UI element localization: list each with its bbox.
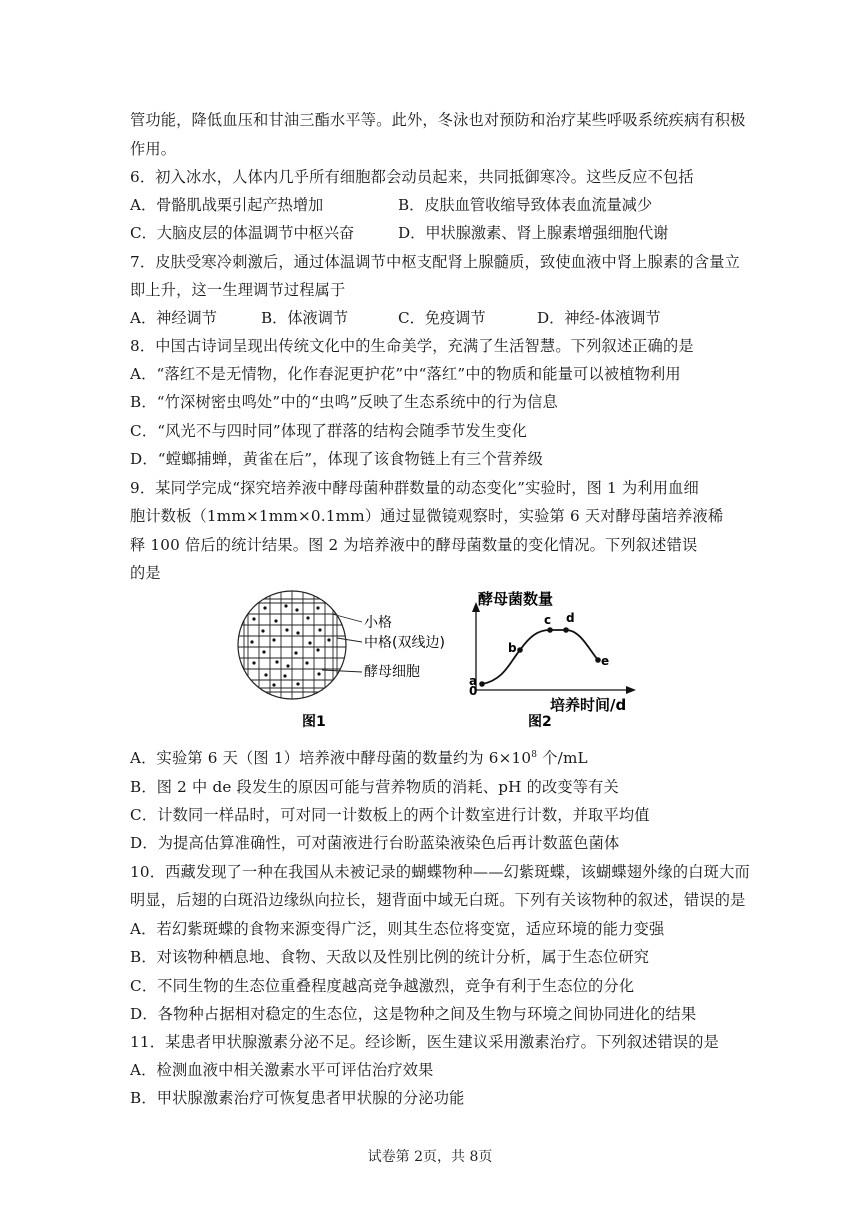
x-axis-label: 培养时间/d — [550, 696, 627, 714]
option-11b: B．甲状腺激素治疗可恢复患者甲状腺的分泌功能 — [130, 1089, 465, 1107]
question-11: 11．某患者甲状腺激素分泌不足。经诊断，医生建议采用激素治疗。下列叙述错误的是 — [130, 1033, 720, 1051]
leader-small-grid — [332, 614, 362, 622]
figure-yeast — [232, 590, 652, 740]
text-line: 管功能，降低血压和甘油三酯水平等。此外，冬泳也对预防和治疗某些呼吸系统疾病有积极 — [130, 111, 746, 129]
label-small-grid: 小格 — [364, 615, 392, 631]
point-b — [517, 647, 523, 653]
option-10d: D．各物种占据相对稳定的生态位，这是物种之间及生物与环境之间协同进化的结果 — [130, 1005, 697, 1023]
figure2-caption: 图2 — [528, 714, 552, 730]
option-9d: D．为提高估算准确性，可对菌液进行台盼蓝染液染色后再计数蓝色菌体 — [130, 834, 620, 852]
question-10-cont: 明显，后翅的白斑沿边缘纵向拉长，翅背面中域无白斑。下列有关该物种的叙述，错误的是 — [130, 891, 746, 909]
option-7c: C．免疫调节 — [398, 309, 486, 327]
question-7-cont: 即上升，这一生理调节过程属于 — [130, 281, 346, 299]
point-a — [479, 681, 485, 687]
text-line: 作用。 — [130, 140, 177, 158]
point-label-c: c — [544, 613, 552, 627]
figure2-growth-curve — [469, 590, 636, 730]
question-9-cont: 胞计数板（1mm×1mm×0.1mm）通过显微镜观察时，实验第 6 天对酵母菌培养液稀 — [130, 507, 724, 525]
point-d — [563, 627, 569, 633]
question-6: 6．初入冰水，人体内几乎所有细胞都会动员起来，共同抵御寒冷。这些反应不包括 — [130, 168, 694, 186]
question-8: 8．中国古诗词呈现出传统文化中的生命美学，充满了生活智慧。下列叙述正确的是 — [130, 337, 694, 355]
option-8d: D．“螳螂捕蝉，黄雀在后”，体现了该食物链上有三个营养级 — [130, 450, 543, 468]
option-8a: A．“落红不是无情物，化作春泥更护花”中“落红”中的物质和能量可以被植物利用 — [130, 365, 681, 383]
label-yeast-cell: 酵母细胞 — [364, 664, 420, 680]
option-9c: C．计数同一样品时，可对同一计数板上的两个计数室进行计数，并取平均值 — [130, 806, 650, 824]
question-9-cont: 释 100 倍后的统计结果。图 2 为培养液中的酵母菌数量的变化情况。下列叙述错误 — [130, 536, 698, 554]
leader-yeast-cell — [322, 670, 362, 672]
option-9a: A．实验第 6 天（图 1）培养液中酵母菌的数量约为 $6\times 10^8$ 个/mL — [130, 749, 588, 767]
option-7b: B．体液调节 — [261, 309, 349, 327]
option-7a: A．神经调节 — [130, 309, 217, 327]
x-axis-arrow — [626, 686, 636, 694]
point-label-d: d — [566, 611, 575, 625]
y-axis-label: 酵母菌数量 — [478, 590, 554, 608]
option-10c: C．不同生物的生态位重叠程度越高竞争越激烈，竞争有利于生态位的分化 — [130, 977, 635, 995]
leader-mid-grid — [337, 638, 362, 642]
point-label-a: a — [469, 674, 478, 688]
label-mid-grid: 中格(双线边) — [364, 635, 445, 651]
page-footer: 试卷第 2页，共 8页 — [367, 1149, 493, 1165]
point-e — [595, 657, 601, 663]
option-8b: B．“竹深树密虫鸣处”中的“虫鸣”反映了生态系统中的行为信息 — [130, 393, 558, 411]
origin-label: 0 — [469, 684, 478, 698]
option-6c: C．大脑皮层的体温调节中枢兴奋 — [130, 224, 355, 242]
option-6a: A．骨骼肌战栗引起产热增加 — [130, 196, 324, 214]
question-7: 7．皮肤受寒冷刺激后，通过体温调节中枢支配肾上腺髓质，致使血液中肾上腺素的含量立 — [130, 253, 740, 271]
option-7d: D．神经-体液调节 — [537, 309, 661, 327]
question-9: 9．某同学完成“探究培养液中酵母菌种群数量的动态变化”实验时，图 1 为利用血细 — [130, 479, 699, 497]
option-6d: D．甲状腺激素、肾上腺素增强细胞代谢 — [398, 224, 669, 242]
option-10a: A．若幻紫斑蝶的食物来源变得广泛，则其生态位将变宽，适应环境的能力变强 — [130, 920, 665, 938]
point-c — [547, 627, 553, 633]
point-label-e: e — [601, 654, 610, 668]
question-9-cont: 的是 — [130, 564, 161, 582]
option-9b: B．图 2 中 de 段发生的原因可能与营养物质的消耗、pH 的改变等有关 — [130, 778, 619, 796]
question-10: 10．西藏发现了一种在我国从未被记录的蝴蝶物种——幻紫斑蝶，该蝴蝶翅外缘的白斑大而 — [130, 863, 750, 881]
point-label-b: b — [508, 641, 517, 655]
option-11a: A．检测血液中相关激素水平可评估治疗效果 — [130, 1061, 434, 1079]
figure1-caption: 图1 — [302, 714, 326, 730]
option-8c: C．“风光不与四时同”体现了群落的结构会随季节发生变化 — [130, 422, 528, 440]
option-6b: B．皮肤血管收缩导致体表血流量减少 — [398, 196, 653, 214]
option-10b: B．对该物种栖息地、食物、天敌以及性别比例的统计分析，属于生态位研究 — [130, 948, 650, 966]
growth-curve — [482, 630, 598, 684]
figure1-counting-chamber — [232, 590, 445, 730]
